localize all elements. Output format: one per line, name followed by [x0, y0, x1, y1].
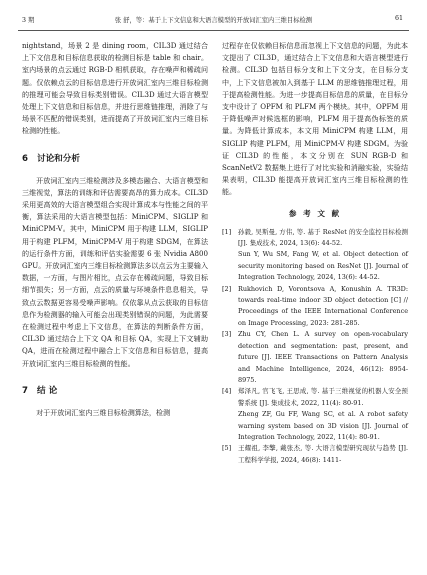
- paragraph: 开放词汇室内三维检测涉及多模态融合、大语言模型和三维视觉，算法的训练和评估需要高昂的算力成本。CIL3D 采用更高效的大语言模型组合实现计算成本与性能之间的平衡，算法采用的大语言模型包括：MiniCPM、SIGLIP 和 MiniCPM-V。其中，MiniCPM 用于构建 LLM，SIGLIP 用于构建 PLFM，MiniCPM-V 用于构建 SDGM，在算法的运行条件方面，训练和评估实验需要 6 张 Nvidia A800 GPU。开放词汇室内三维目标检测算法多以点云为主要输入数据，一方面，与图片相比，点云存在稀疏问题，导致目标细节损失；另一方面，点云的质量与环境条件息息相关，导致点云数据更容易受噪声影响。仅依靠从点云获取的目标信息作为检测器的输入可能会出现类别错误的问题，为此需要在检测过程中考虑上下文信息，在算法的判断条件方面，CIL3D 通过结合上下文 QA 和目标 QA，实现上下文辅助 QA，进而在检测过程中融合上下文信息和目标信息，提高开放词汇室内三维目标检测的性能。: [22, 175, 208, 368]
- reference-number: [222, 249, 238, 283]
- reference-item: [222, 227, 408, 250]
- paragraph: 对于开放词汇室内三维目标检测算法，检测: [36, 407, 170, 417]
- reference-number: [5]: [222, 444, 232, 453]
- reference-item: [222, 329, 408, 386]
- running-header: [0, 0, 427, 36]
- paragraph: 过程存在仅依赖目标信息而忽视上下文信息的问题，为此本文提出了 CIL3D，通过结合上下文信息和大语言模型进行检测。CIL3D 包括目标分支和上下文分支，在目标分支中，上下文信息被加入到基于 LLM 的思维链推理过程，用于提高检测性能。为进一步提高目标信息的质量，在目标分支中设计了 OPFM 和 PLFM 两个模块。其中，OPFM 用于降低噪声对候选框的影响，PLFM 用于提高伪标签的质量。为降低计算成本，本文用 MiniCPM 构建 LLM，用 SIGLIP 构建 PLFM，用 MiniCPM-V 构建 SDGM。为验证 CIL3D 的性能，本文分别在 SUN RGB-D 和 ScanNetV2 数据集上进行了对比实验和消融实验，实验结果表明，CIL3D 能提高开放词汇室内三维目标检测的性能。: [222, 41, 408, 197]
- page-number: 61: [394, 15, 403, 22]
- reference-text: Zhu CY, Chen L. A survey on open-vocabulary detection and segmentation: past, present, and future [J]. IEEE Transactions on Pattern Analysis and Machine Intelligence, 2024, 46(12): 8954-8975.: [238, 330, 408, 384]
- right-column: [222, 40, 408, 466]
- reference-item: [222, 249, 408, 283]
- references-heading: 参 考 文 献: [288, 208, 342, 218]
- reference-text: 孙毅, 吴斯曼, 方伟, 等. 基于 ResNet 的安全监控目标检测 [J]. 集成技术, 2024, 13(6): 44-52.: [238, 227, 408, 248]
- reference-item: [222, 386, 408, 409]
- header-rule: [18, 30, 409, 31]
- reference-text: Zheng ZF, Gu FF, Wang SC, et al. A robot safety warning system based on 3D vision [J]. Journal of Integration Technology, 2022, 11(4): 80-91.: [238, 410, 408, 441]
- section-heading-discussion: [22, 153, 208, 165]
- section-title: 结 论: [36, 385, 58, 396]
- reference-item: [222, 443, 408, 466]
- section-number: 6: [22, 153, 28, 164]
- reference-number: [222, 409, 238, 443]
- running-title: 张 舒，等：基于上下文信息和大语言模型的开放词汇室内三维目标检测: [114, 17, 313, 24]
- reference-number: [2]: [222, 284, 232, 293]
- reference-text: Sun Y, Wu SM, Fang W, et al. Object detection of security monitoring based on ResNet [J]. Journal of Integration Technology, 2024, 13(6): 44-52.: [238, 250, 408, 282]
- left-column: [22, 40, 208, 419]
- reference-number: [3]: [222, 330, 232, 339]
- reference-list: [222, 227, 408, 467]
- reference-item: [222, 284, 408, 330]
- reference-text: 王耀祖, 李擎, 戴张杰, 等. 大语言模型研究现状与趋势 [J]. 工程科学学报, 2024, 46(8): 1411-: [238, 444, 408, 464]
- section-heading-conclusion: [22, 385, 208, 397]
- reference-text: 郑泽凡, 官飞飞, 王思成, 等. 基于三维视觉的机器人安全预警系统 [J]. 集成技术, 2022, 11(4): 80-91.: [238, 387, 408, 407]
- paragraph: nightstand，场景 2 是 dining room，CIL3D 通过结合上下文信息和目标信息获取的检测目标是 table 和 chair。室内场景的点云通过 RGB-D 相机获取，存在噪声和稀疏问题。仅依赖点云的目标信息进行开放词汇室内三维目标检测的推理可能会导致目标类别错误。CIL3D 通过大语言模型处理上下文信息和目标信息，并进行思维链推理，消除了与场景不匹配的错误类别，进而提高了开放词汇室内三维目标检测的性能。: [22, 41, 208, 136]
- issue-number: 3 期: [22, 17, 35, 24]
- section-number: 7: [22, 385, 28, 396]
- reference-number: [1]: [222, 227, 232, 236]
- reference-item: [222, 409, 408, 443]
- section-title: 讨论和分析: [36, 153, 80, 164]
- reference-text: Rukhovich D, Vorontsova A, Konushin A. TR3D: towards real-time indoor 3D object detection [C] // Proceedings of the IEEE International Conference on Image Processing, 2023: 281-285.: [238, 284, 408, 327]
- reference-number: [4]: [222, 387, 232, 396]
